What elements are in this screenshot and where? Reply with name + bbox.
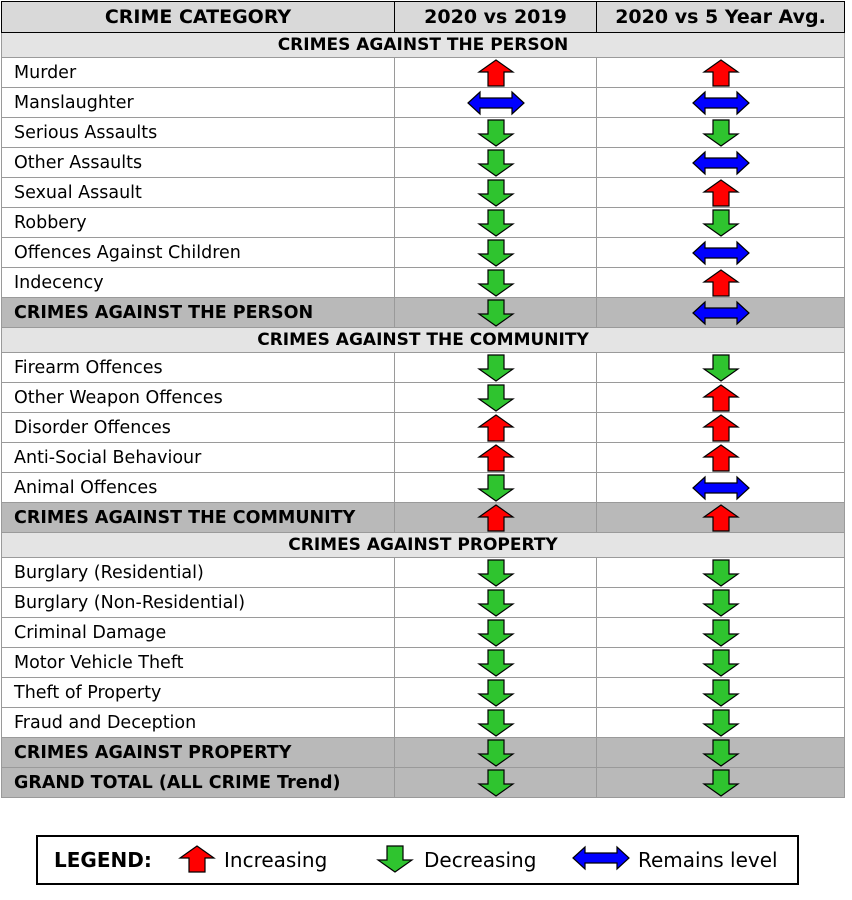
table-row bbox=[2, 618, 845, 648]
table-row bbox=[2, 678, 845, 708]
table-row bbox=[2, 88, 845, 118]
section-title: CRIMES AGAINST THE PERSON bbox=[2, 33, 845, 58]
grand-total-row-2020-vs-2019 bbox=[395, 768, 597, 798]
level-arrow-icon bbox=[597, 300, 844, 326]
decreasing-arrow-icon bbox=[597, 649, 844, 677]
table-row-2020-vs-2019 bbox=[395, 208, 597, 238]
table-row-2020-vs-2019 bbox=[395, 383, 597, 413]
table-row bbox=[2, 208, 845, 238]
table-row-label: Robbery bbox=[2, 208, 395, 238]
table-row-2020-vs-2019 bbox=[395, 648, 597, 678]
table-row-label: Motor Vehicle Theft bbox=[2, 648, 395, 678]
table-row-2020-vs-2019 bbox=[395, 148, 597, 178]
table-row bbox=[2, 238, 845, 268]
table-row-2020-vs-2019 bbox=[395, 118, 597, 148]
table-row bbox=[2, 558, 845, 588]
table-row-2020-vs-5yr bbox=[597, 238, 845, 268]
level-arrow-icon bbox=[395, 90, 596, 116]
increasing-arrow-icon bbox=[395, 414, 596, 442]
table-row-label: Anti-Social Behaviour bbox=[2, 443, 395, 473]
decreasing-arrow-icon bbox=[395, 769, 596, 797]
section-title: CRIMES AGAINST THE COMMUNITY bbox=[2, 328, 845, 353]
decreasing-arrow-icon bbox=[395, 679, 596, 707]
section-total-row-label: CRIMES AGAINST PROPERTY bbox=[2, 738, 395, 768]
table-row-2020-vs-5yr bbox=[597, 208, 845, 238]
table-row-label: Offences Against Children bbox=[2, 238, 395, 268]
table-row bbox=[2, 58, 845, 88]
table-row-2020-vs-2019 bbox=[395, 588, 597, 618]
section-total-row-2020-vs-5yr bbox=[597, 503, 845, 533]
crime-trend-table bbox=[1, 1, 845, 798]
decreasing-arrow-icon bbox=[395, 179, 596, 207]
decreasing-arrow-icon bbox=[597, 679, 844, 707]
decreasing-arrow-icon bbox=[597, 589, 844, 617]
section-total-row-2020-vs-2019 bbox=[395, 503, 597, 533]
section-header-row bbox=[2, 33, 845, 58]
table-row-2020-vs-2019 bbox=[395, 58, 597, 88]
table-row bbox=[2, 118, 845, 148]
table-row-label: Murder bbox=[2, 58, 395, 88]
grand-total-row-label: GRAND TOTAL (ALL CRIME Trend) bbox=[2, 768, 395, 798]
header-2020-vs-2019: 2020 vs 2019 bbox=[395, 2, 597, 33]
table-row bbox=[2, 353, 845, 383]
section-total-row bbox=[2, 503, 845, 533]
table-row-label: Fraud and Deception bbox=[2, 708, 395, 738]
table-row-label: Other Assaults bbox=[2, 148, 395, 178]
table-header-row bbox=[2, 2, 845, 33]
table-row-2020-vs-5yr bbox=[597, 118, 845, 148]
table-row-2020-vs-5yr bbox=[597, 353, 845, 383]
table-row-2020-vs-2019 bbox=[395, 178, 597, 208]
legend-increasing-label: Increasing bbox=[224, 848, 328, 872]
table-row-2020-vs-2019 bbox=[395, 708, 597, 738]
table-row-label: Animal Offences bbox=[2, 473, 395, 503]
table-row-label: Disorder Offences bbox=[2, 413, 395, 443]
decreasing-arrow-icon bbox=[395, 709, 596, 737]
section-total-row-label: CRIMES AGAINST THE COMMUNITY bbox=[2, 503, 395, 533]
increasing-arrow-icon bbox=[597, 59, 844, 87]
decreasing-arrow-icon bbox=[597, 769, 844, 797]
table-row-2020-vs-5yr bbox=[597, 708, 845, 738]
table-row-2020-vs-2019 bbox=[395, 618, 597, 648]
table-row-label: Serious Assaults bbox=[2, 118, 395, 148]
table-row bbox=[2, 178, 845, 208]
table-row-2020-vs-2019 bbox=[395, 238, 597, 268]
table-row-2020-vs-2019 bbox=[395, 88, 597, 118]
section-total-row bbox=[2, 738, 845, 768]
table-row-label: Burglary (Residential) bbox=[2, 558, 395, 588]
decreasing-arrow-icon bbox=[395, 299, 596, 327]
table-row-2020-vs-5yr bbox=[597, 588, 845, 618]
legend-title: LEGEND: bbox=[54, 848, 152, 872]
table-row-2020-vs-2019 bbox=[395, 473, 597, 503]
table-row-2020-vs-5yr bbox=[597, 413, 845, 443]
decreasing-arrow-icon bbox=[395, 149, 596, 177]
decreasing-arrow-icon bbox=[597, 119, 844, 147]
table-row-2020-vs-5yr bbox=[597, 88, 845, 118]
decreasing-arrow-icon bbox=[395, 119, 596, 147]
section-header-row bbox=[2, 533, 845, 558]
table-row-label: Theft of Property bbox=[2, 678, 395, 708]
table-row-label: Firearm Offences bbox=[2, 353, 395, 383]
decreasing-arrow-icon bbox=[597, 619, 844, 647]
table-row-2020-vs-5yr bbox=[597, 178, 845, 208]
decreasing-arrow-icon bbox=[395, 739, 596, 767]
table-row-label: Criminal Damage bbox=[2, 618, 395, 648]
decreasing-arrow-icon bbox=[395, 239, 596, 267]
level-arrow-icon bbox=[597, 475, 844, 501]
section-total-row bbox=[2, 298, 845, 328]
level-arrow-icon bbox=[597, 240, 844, 266]
table-row-2020-vs-5yr bbox=[597, 473, 845, 503]
table-row-label: Indecency bbox=[2, 268, 395, 298]
table-row bbox=[2, 268, 845, 298]
level-arrow-icon bbox=[597, 150, 844, 176]
decreasing-arrow-icon bbox=[395, 354, 596, 382]
increasing-arrow-icon bbox=[597, 414, 844, 442]
table-row bbox=[2, 443, 845, 473]
decreasing-arrow-icon bbox=[395, 559, 596, 587]
decreasing-arrow-icon bbox=[597, 559, 844, 587]
table-row bbox=[2, 708, 845, 738]
increasing-arrow-icon bbox=[597, 179, 844, 207]
header-2020-vs-5yr: 2020 vs 5 Year Avg. bbox=[597, 2, 845, 33]
table-row-2020-vs-5yr bbox=[597, 618, 845, 648]
section-header-row bbox=[2, 328, 845, 353]
decreasing-arrow-icon bbox=[597, 209, 844, 237]
legend-box bbox=[36, 835, 799, 885]
legend-level-label: Remains level bbox=[638, 848, 778, 872]
table-row-2020-vs-5yr bbox=[597, 148, 845, 178]
table-row bbox=[2, 383, 845, 413]
decreasing-arrow-icon bbox=[395, 619, 596, 647]
table-row-label: Other Weapon Offences bbox=[2, 383, 395, 413]
table-row-2020-vs-2019 bbox=[395, 558, 597, 588]
section-total-row-label: CRIMES AGAINST THE PERSON bbox=[2, 298, 395, 328]
table-row-2020-vs-5yr bbox=[597, 678, 845, 708]
increasing-arrow-icon bbox=[395, 59, 596, 87]
table-row bbox=[2, 648, 845, 678]
section-total-row-2020-vs-2019 bbox=[395, 738, 597, 768]
decreasing-arrow-icon bbox=[395, 474, 596, 502]
table-row-2020-vs-2019 bbox=[395, 353, 597, 383]
increasing-arrow-icon bbox=[597, 504, 844, 532]
increasing-arrow-icon bbox=[597, 384, 844, 412]
level-arrow-icon bbox=[572, 845, 630, 875]
decreasing-arrow-icon bbox=[395, 589, 596, 617]
table-row-2020-vs-2019 bbox=[395, 413, 597, 443]
table-row-2020-vs-5yr bbox=[597, 383, 845, 413]
increasing-arrow-icon bbox=[395, 504, 596, 532]
table-row bbox=[2, 413, 845, 443]
decreasing-arrow-icon bbox=[395, 269, 596, 297]
legend-decreasing-label: Decreasing bbox=[424, 848, 537, 872]
decreasing-arrow-icon bbox=[597, 709, 844, 737]
table-row bbox=[2, 473, 845, 503]
table-row-2020-vs-5yr bbox=[597, 443, 845, 473]
header-crime-category: CRIME CATEGORY bbox=[2, 2, 395, 33]
increasing-arrow-icon bbox=[597, 269, 844, 297]
table-row-label: Sexual Assault bbox=[2, 178, 395, 208]
table-row-label: Manslaughter bbox=[2, 88, 395, 118]
section-total-row-2020-vs-2019 bbox=[395, 298, 597, 328]
section-total-row-2020-vs-5yr bbox=[597, 738, 845, 768]
decreasing-arrow-icon bbox=[376, 845, 414, 877]
table-row-2020-vs-2019 bbox=[395, 443, 597, 473]
increasing-arrow-icon bbox=[597, 444, 844, 472]
increasing-arrow-icon bbox=[178, 845, 216, 877]
section-title: CRIMES AGAINST PROPERTY bbox=[2, 533, 845, 558]
increasing-arrow-icon bbox=[395, 444, 596, 472]
table-row bbox=[2, 148, 845, 178]
grand-total-row-2020-vs-5yr bbox=[597, 768, 845, 798]
table-row-2020-vs-5yr bbox=[597, 268, 845, 298]
decreasing-arrow-icon bbox=[395, 384, 596, 412]
decreasing-arrow-icon bbox=[597, 739, 844, 767]
section-total-row-2020-vs-5yr bbox=[597, 298, 845, 328]
grand-total-row bbox=[2, 768, 845, 798]
level-arrow-icon bbox=[597, 90, 844, 116]
table-row-2020-vs-2019 bbox=[395, 678, 597, 708]
table-row bbox=[2, 588, 845, 618]
decreasing-arrow-icon bbox=[395, 649, 596, 677]
table-row-2020-vs-5yr bbox=[597, 648, 845, 678]
table-row-2020-vs-5yr bbox=[597, 558, 845, 588]
table-row-label: Burglary (Non-Residential) bbox=[2, 588, 395, 618]
table-row-2020-vs-2019 bbox=[395, 268, 597, 298]
decreasing-arrow-icon bbox=[395, 209, 596, 237]
decreasing-arrow-icon bbox=[597, 354, 844, 382]
table-row-2020-vs-5yr bbox=[597, 58, 845, 88]
